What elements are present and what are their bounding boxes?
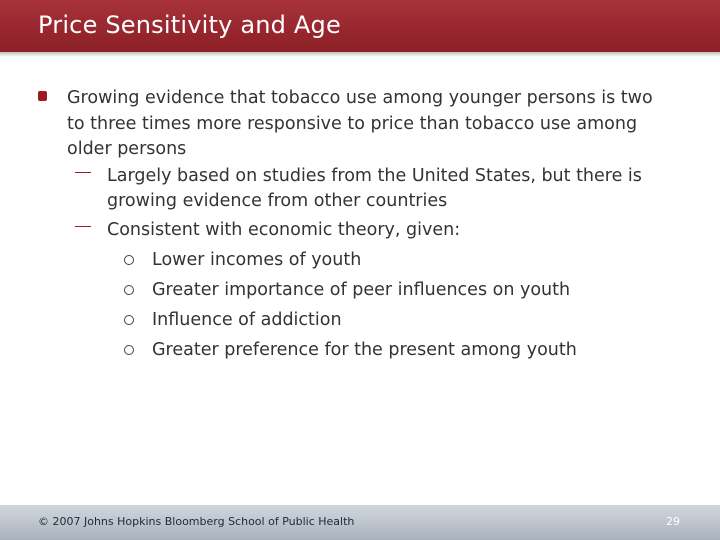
sub-sub-bullet-3: Influence of addiction [152, 310, 342, 330]
main-bullet-icon [38, 91, 47, 101]
main-bullet-line-3: older persons [67, 139, 187, 159]
main-bullet-line-1: Growing evidence that tobacco use among younger persons is two [67, 88, 653, 108]
main-bullet-line-2: to three times more responsive to price than tobacco use among [67, 114, 638, 134]
slide-title: Price Sensitivity and Age [38, 11, 341, 39]
page-number: 29 [666, 515, 680, 528]
sub-bullet-2-line-1: Consistent with economic theory, given: [107, 220, 461, 240]
circle-bullet-icon [124, 345, 134, 355]
dash-bullet-icon [75, 226, 91, 227]
footer-copyright: © 2007 Johns Hopkins Bloomberg School of Public Health [38, 515, 355, 528]
circle-bullet-icon [124, 285, 134, 295]
sub-sub-bullet-2: Greater importance of peer influences on youth [152, 280, 571, 300]
sub-sub-bullet-4: Greater preference for the present among youth [152, 340, 577, 360]
title-bar-shadow [0, 52, 720, 57]
circle-bullet-icon [124, 255, 134, 265]
dash-bullet-icon [75, 172, 91, 173]
sub-sub-bullet-1: Lower incomes of youth [152, 250, 362, 270]
sub-bullet-1-line-1: Largely based on studies from the United States, but there is [107, 166, 642, 186]
sub-bullet-1-line-2: growing evidence from other countries [107, 191, 448, 211]
circle-bullet-icon [124, 315, 134, 325]
